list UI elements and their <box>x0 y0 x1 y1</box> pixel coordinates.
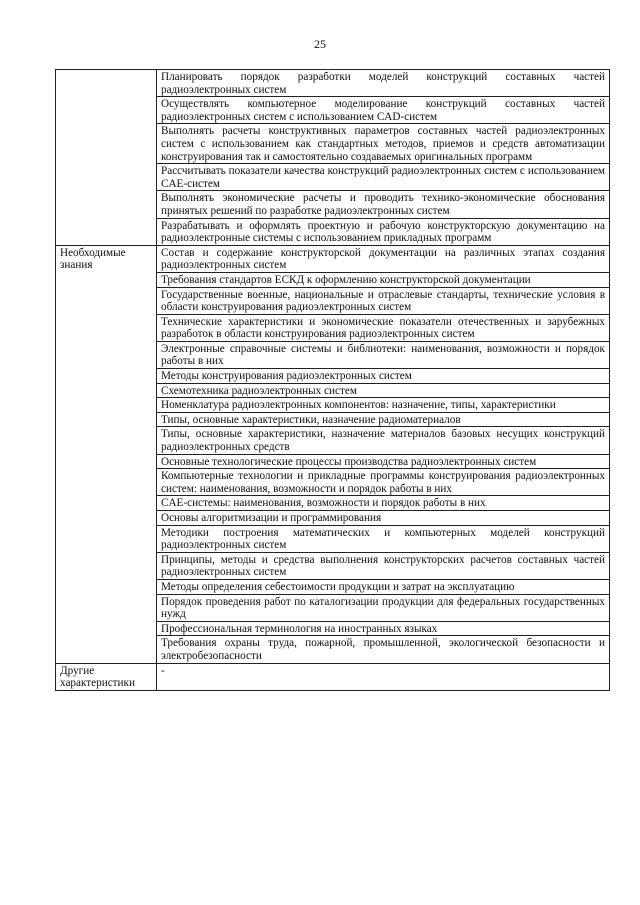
table-cell: Выполнять расчеты конструктивных параметров составных частей радиоэлектронных систем с использованием как стандартных методов, приемов и средств автоматизации конструирования так и самостоятельно создаваемых оригинальных программ <box>157 124 610 164</box>
section-label: Необходимые знания <box>56 245 157 663</box>
table-cell: Компьютерные технологии и прикладные программы конструирования радиоэлектронных систем: наименования, возможности и порядок работы в них <box>157 469 610 496</box>
table-cell: Профессиональная терминология на иностранных языках <box>157 621 610 636</box>
table-cell: Осуществлять компьютерное моделирование конструкций составных частей радиоэлектронных систем с использованием CAD-систем <box>157 97 610 124</box>
section-label <box>56 70 157 246</box>
competency-table <box>55 69 610 691</box>
section-label: Другие характеристики <box>56 663 157 690</box>
table-cell: Основные технологические процессы производства радиоэлектронных систем <box>157 454 610 469</box>
table-cell: Порядок проведения работ по каталогизации продукции для федеральных государственных нужд <box>157 594 610 621</box>
table-cell: Номенклатура радиоэлектронных компонентов: назначение, типы, характеристики <box>157 398 610 413</box>
table-cell: Электронные справочные системы и библиотеки: наименования, возможности и порядок работы в них <box>157 341 610 368</box>
table-cell: Методы конструирования радиоэлектронных систем <box>157 369 610 384</box>
table-cell: Методы определения себестоимости продукции и затрат на эксплуатацию <box>157 579 610 594</box>
table-cell: Технические характеристики и экономические показатели отечественных и зарубежных разработок в области конструирования радиоэлектронных систем <box>157 314 610 341</box>
table-cell: Методики построения математических и компьютерных моделей конструкций радиоэлектронных систем <box>157 525 610 552</box>
table-cell: Государственные военные, национальные и отраслевые стандарты, технические условия в области конструирования радиоэлектронных систем <box>157 287 610 314</box>
table-row <box>56 663 610 690</box>
table-cell: Рассчитывать показатели качества конструкций радиоэлектронных систем с использованием CAE-систем <box>157 164 610 191</box>
table-cell: - <box>157 663 610 690</box>
table-cell: Выполнять экономические расчеты и проводить технико-экономические обоснования принятых решений по разработке радиоэлектронных систем <box>157 191 610 218</box>
table-cell: Типы, основные характеристики, назначение материалов базовых несущих конструкций радиоэлектронных средств <box>157 427 610 454</box>
table-cell: CAE-системы: наименования, возможности и порядок работы в них <box>157 496 610 511</box>
table-cell: Планировать порядок разработки моделей конструкций составных частей радиоэлектронных систем <box>157 70 610 97</box>
table-cell: Состав и содержание конструкторской документации на различных этапах создания радиоэлектронных систем <box>157 245 610 272</box>
table-cell: Принципы, методы и средства выполнения конструкторских расчетов составных частей радиоэлектронных систем <box>157 552 610 579</box>
table-row <box>56 245 610 272</box>
table-cell: Разрабатывать и оформлять проектную и рабочую конструкторскую документацию на радиоэлектронные системы с использованием прикладных программ <box>157 218 610 245</box>
table-cell: Требования стандартов ЕСКД к оформлению конструкторской документации <box>157 272 610 287</box>
table-cell: Типы, основные характеристики, назначение радиоматериалов <box>157 412 610 427</box>
table-cell: Основы алгоритмизации и программирования <box>157 511 610 526</box>
page-number: 25 <box>314 37 326 51</box>
table-row <box>56 70 610 97</box>
table-cell: Требования охраны труда, пожарной, промышленной, экологической безопасности и электробезопасности <box>157 636 610 663</box>
table-cell: Схемотехника радиоэлектронных систем <box>157 383 610 398</box>
